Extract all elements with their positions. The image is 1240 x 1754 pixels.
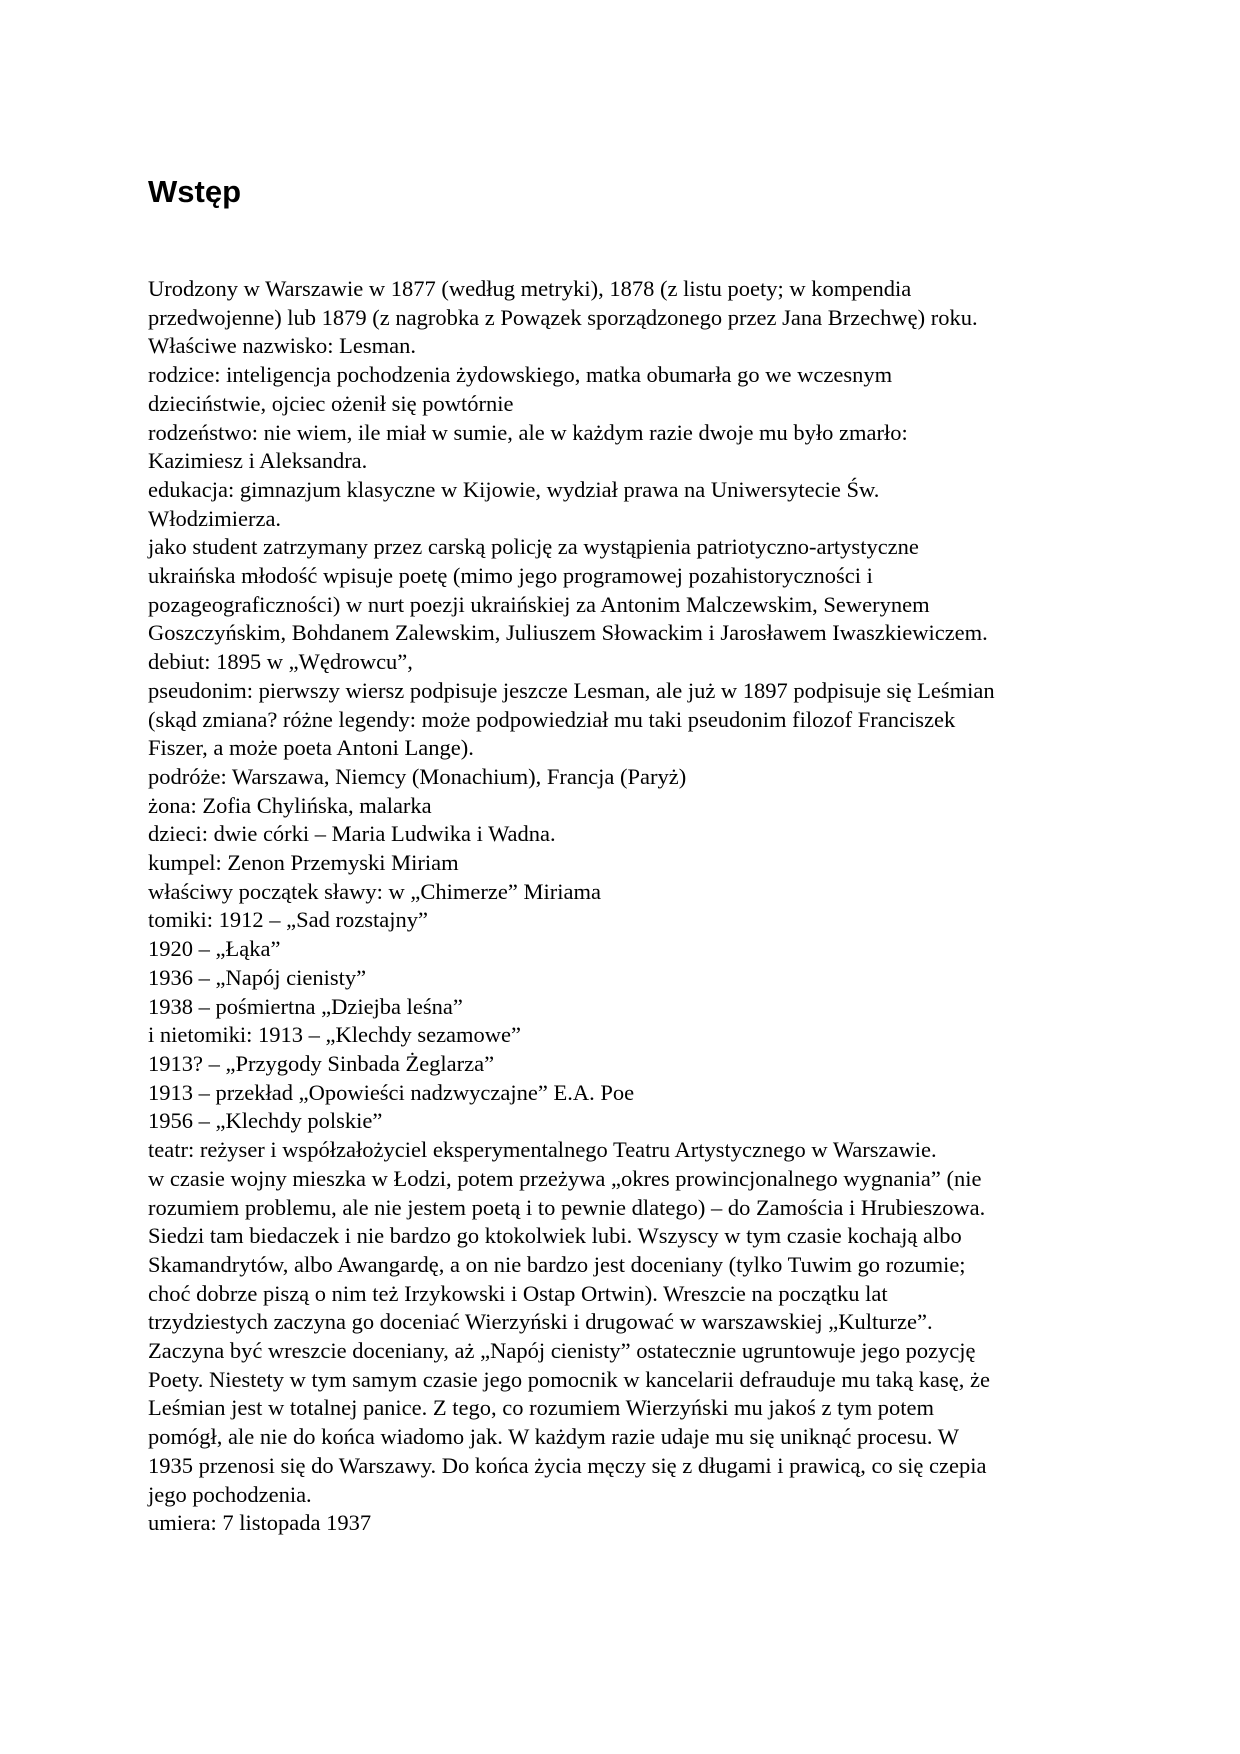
text-line: Włodzimierza. <box>148 505 282 531</box>
text-line: Leśmian jest w totalnej panice. Z tego, co rozumiem Wierzyński mu jakoś z tym potem <box>148 1395 934 1421</box>
text-line: ukraińska młodość wpisuje poetę (mimo jego programowej pozahistoryczności i <box>148 563 873 589</box>
text-line: 1935 przenosi się do Warszawy. Do końca życia męczy się z długami i prawicą, co się czepia <box>148 1452 987 1478</box>
text-line: debiut: 1895 w „Wędrowcu”, <box>148 649 413 675</box>
text-line: 1913? – „Przygody Sinbada Żeglarza” <box>148 1050 495 1076</box>
text-line: dzieciństwie, ojciec ożenił się powtórnie <box>148 390 514 416</box>
text-line: Siedzi tam biedaczek i nie bardzo go ktokolwiek lubi. Wszyscy w tym czasie kochają albo <box>148 1223 962 1249</box>
text-line: trzydziestych zaczyna go doceniać Wierzyński i drugować w warszawskiej „Kulturze”. <box>148 1309 933 1335</box>
page-title: Wstęp <box>148 174 241 209</box>
text-line: dzieci: dwie córki – Maria Ludwika i Wadna. <box>148 821 556 847</box>
text-line: Urodzony w Warszawie w 1877 (według metryki), 1878 (z listu poety; w kompendia <box>148 276 912 301</box>
text-line: Goszczyńskim, Bohdanem Zalewskim, Juliuszem Słowackim i Jarosławem Iwaszkiewiczem. <box>148 620 988 646</box>
text-line: i nietomiki: 1913 – „Klechdy sezamowe” <box>148 1022 522 1048</box>
text-line: 1913 – przekład „Opowieści nadzwyczajne” E.A. Poe <box>148 1079 635 1105</box>
text-line: 1956 – „Klechdy polskie” <box>148 1108 383 1134</box>
text-line: jako student zatrzymany przez carską policję za wystąpienia patriotyczno-artystyczne <box>148 534 919 560</box>
text-line: kumpel: Zenon Przemyski Miriam <box>148 850 459 876</box>
text-line: pomógł, ale nie do końca wiadomo jak. W każdym razie udaje mu się uniknąć procesu. W <box>148 1424 960 1450</box>
text-line: umiera: 7 listopada 1937 <box>148 1510 372 1536</box>
text-line: pseudonim: pierwszy wiersz podpisuje jeszcze Lesman, ale już w 1897 podpisuje się Leśmian <box>148 677 995 703</box>
text-line: właściwy początek sławy: w „Chimerze” Miriama <box>148 878 601 904</box>
text-line: podróże: Warszawa, Niemcy (Monachium), Francja (Paryż) <box>148 763 687 789</box>
text-line: edukacja: gimnazjum klasyczne w Kijowie, wydział prawa na Uniwersytecie Św. <box>148 476 880 502</box>
text-line: tomiki: 1912 – „Sad rozstajny” <box>148 907 428 933</box>
text-line: teatr: reżyser i współzałożyciel eksperymentalnego Teatru Artystycznego w Warszawie. <box>148 1137 937 1163</box>
text-line: Kazimiesz i Aleksandra. <box>148 448 368 474</box>
text-line: (skąd zmiana? różne legendy: może podpowiedział mu taki pseudonim filozof Franciszek <box>148 706 956 732</box>
text-line: Skamandrytów, albo Awangardę, a on nie bardzo jest doceniany (tylko Tuwim go rozumie; <box>148 1251 966 1277</box>
text-line: przedwojenne) lub 1879 (z nagrobka z Powązek sporządzonego przez Jana Brzechwę) roku. <box>148 304 978 330</box>
text-line: rodzeństwo: nie wiem, ile miał w sumie, ale w każdym razie dwoje mu było zmarło: <box>148 419 908 445</box>
text-line: w czasie wojny mieszka w Łodzi, potem przeżywa „okres prowincjonalnego wygnania” (nie <box>148 1165 982 1191</box>
text-line: rodzice: inteligencja pochodzenia żydowskiego, matka obumarła go we wczesnym <box>148 362 893 388</box>
document-body <box>148 275 1098 1538</box>
text-line: 1938 – pośmiertna „Dziejba leśna” <box>148 993 463 1019</box>
text-line: pozageograficzności) w nurt poezji ukraińskiej za Antonim Malczewskim, Sewerynem <box>148 591 930 617</box>
text-line: Właściwe nazwisko: Lesman. <box>148 333 417 359</box>
text-line: żona: Zofia Chylińska, malarka <box>148 792 432 818</box>
text-line: Zaczyna być wreszcie doceniany, aż „Napój cienisty” ostatecznie ugruntowuje jego pozycję <box>148 1338 976 1364</box>
text-line: jego pochodzenia. <box>148 1481 312 1507</box>
text-line: 1936 – „Napój cienisty” <box>148 964 367 990</box>
text-line: Fiszer, a może poeta Antoni Lange). <box>148 735 474 761</box>
text-line: rozumiem problemu, ale nie jestem poetą i to pewnie dlatego) – do Zamościa i Hrubieszowa. <box>148 1194 986 1220</box>
text-line: 1920 – „Łąka” <box>148 936 281 962</box>
text-line: choć dobrze piszą o nim też Irzykowski i Ostap Ortwin). Wreszcie na początku lat <box>148 1280 888 1306</box>
text-line: Poety. Niestety w tym samym czasie jego pomocnik w kancelarii defrauduje mu taką kasę, że <box>148 1366 991 1392</box>
